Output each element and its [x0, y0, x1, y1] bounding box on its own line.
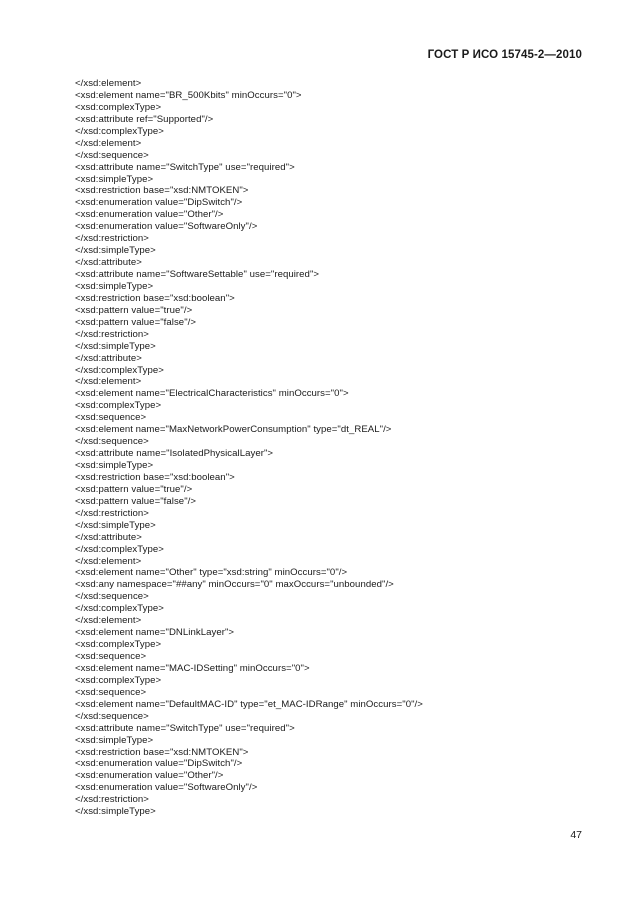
code-line: </xsd:element> — [75, 78, 142, 89]
code-line: <xsd:attribute name="SoftwareSettable" use="required"> — [75, 269, 320, 280]
code-line: <xsd:complexType> — [75, 101, 162, 113]
code-line: </xsd:attribute> — [75, 531, 142, 543]
code-line: <xsd:enumeration value="SoftwareOnly"/> — [75, 782, 258, 794]
code-line: <xsd:simpleType> — [75, 734, 154, 746]
code-line: </xsd:sequence> — [75, 710, 149, 722]
code-line: <xsd:attribute name="IsolatedPhysicalLayer"> — [75, 448, 274, 460]
code-line: <xsd:enumeration value="DipSwitch"/> — [75, 758, 243, 770]
code-line: <xsd:element name="MaxNetworkPowerConsumption" type="dt_REAL"/> — [75, 424, 392, 436]
code-line: <xsd:enumeration value="DipSwitch"/> — [75, 197, 243, 209]
code-line: <xsd:restriction base="xsd:boolean"> — [75, 292, 235, 304]
code-line: </xsd:sequence> — [75, 436, 149, 448]
code-line: <xsd:sequence> — [75, 686, 147, 698]
code-line: <xsd:restriction base="xsd:NMTOKEN"> — [75, 185, 249, 197]
code-line: </xsd:sequence> — [75, 149, 149, 161]
code-line: </xsd:restriction> — [75, 794, 149, 806]
code-line: <xsd:element name="MAC-IDSetting" minOccurs="0"> — [75, 662, 310, 674]
page-number: 47 — [570, 829, 582, 841]
code-line: </xsd:complexType> — [75, 543, 164, 555]
code-line: <xsd:element name="Other" type="xsd:string" minOccurs="0"/> — [75, 567, 348, 579]
code-line: <xsd:attribute name="SwitchType" use="required"> — [75, 722, 295, 734]
code-line: </xsd:restriction> — [75, 507, 149, 519]
code-line: </xsd:sequence> — [75, 591, 149, 603]
code-line: </xsd:element> — [75, 376, 142, 388]
code-line: <xsd:simpleType> — [75, 460, 154, 471]
code-line: <xsd:element name="ElectricalCharacteristics" minOccurs="0"> — [75, 388, 349, 400]
code-line: </xsd:restriction> — [75, 328, 149, 340]
code-line: <xsd:simpleType> — [75, 173, 154, 185]
code-line: </xsd:simpleType> — [75, 806, 156, 818]
code-line: <xsd:complexType> — [75, 674, 162, 686]
code-line: </xsd:element> — [75, 137, 142, 149]
code-line: </xsd:attribute> — [75, 352, 142, 364]
code-line: <xsd:any namespace="##any" minOccurs="0" maxOccurs="unbounded"/> — [75, 579, 394, 591]
code-line: <xsd:enumeration value="Other"/> — [75, 770, 224, 782]
code-line: </xsd:simpleType> — [75, 519, 156, 531]
code-line: <xsd:restriction base="xsd:NMTOKEN"> — [75, 746, 249, 758]
code-line: </xsd:simpleType> — [75, 340, 156, 352]
code-line: <xsd:element name="BR_500Kbits" minOccurs="0"> — [75, 89, 302, 101]
code-line: <xsd:attribute name="SwitchType" use="required"> — [75, 161, 295, 173]
code-line: </xsd:element> — [75, 555, 142, 567]
code-line: </xsd:element> — [75, 615, 142, 627]
code-line: </xsd:attribute> — [75, 257, 142, 269]
code-line: <xsd:sequence> — [75, 412, 147, 424]
code-line: <xsd:pattern value="false"/> — [75, 316, 197, 328]
code-line: </xsd:complexType> — [75, 603, 164, 615]
code-line: <xsd:complexType> — [75, 639, 162, 651]
code-line: <xsd:complexType> — [75, 400, 162, 412]
code-line: </xsd:simpleType> — [75, 245, 156, 257]
code-line: </xsd:complexType> — [75, 364, 164, 376]
code-line: <xsd:enumeration value="SoftwareOnly"/> — [75, 221, 258, 233]
code-line: <xsd:attribute ref="Supported"/> — [75, 113, 214, 125]
code-line: <xsd:simpleType> — [75, 280, 154, 292]
code-line: <xsd:element name="DNLinkLayer"> — [75, 627, 235, 639]
code-line: <xsd:sequence> — [75, 651, 147, 662]
code-line: <xsd:enumeration value="Other"/> — [75, 209, 224, 221]
code-line: <xsd:restriction base="xsd:boolean"> — [75, 471, 235, 483]
code-line: <xsd:element name="DefaultMAC-ID" type="et_MAC-IDRange" minOccurs="0"/> — [75, 698, 423, 710]
code-line: <xsd:pattern value="false"/> — [75, 495, 197, 507]
code-line: </xsd:complexType> — [75, 125, 164, 137]
code-line: </xsd:restriction> — [75, 233, 149, 245]
xsd-code-listing — [75, 78, 423, 818]
code-line: <xsd:pattern value="true"/> — [75, 304, 193, 316]
standard-header: ГОСТ Р ИСО 15745-2—2010 — [427, 49, 582, 61]
code-line: <xsd:pattern value="true"/> — [75, 483, 193, 495]
